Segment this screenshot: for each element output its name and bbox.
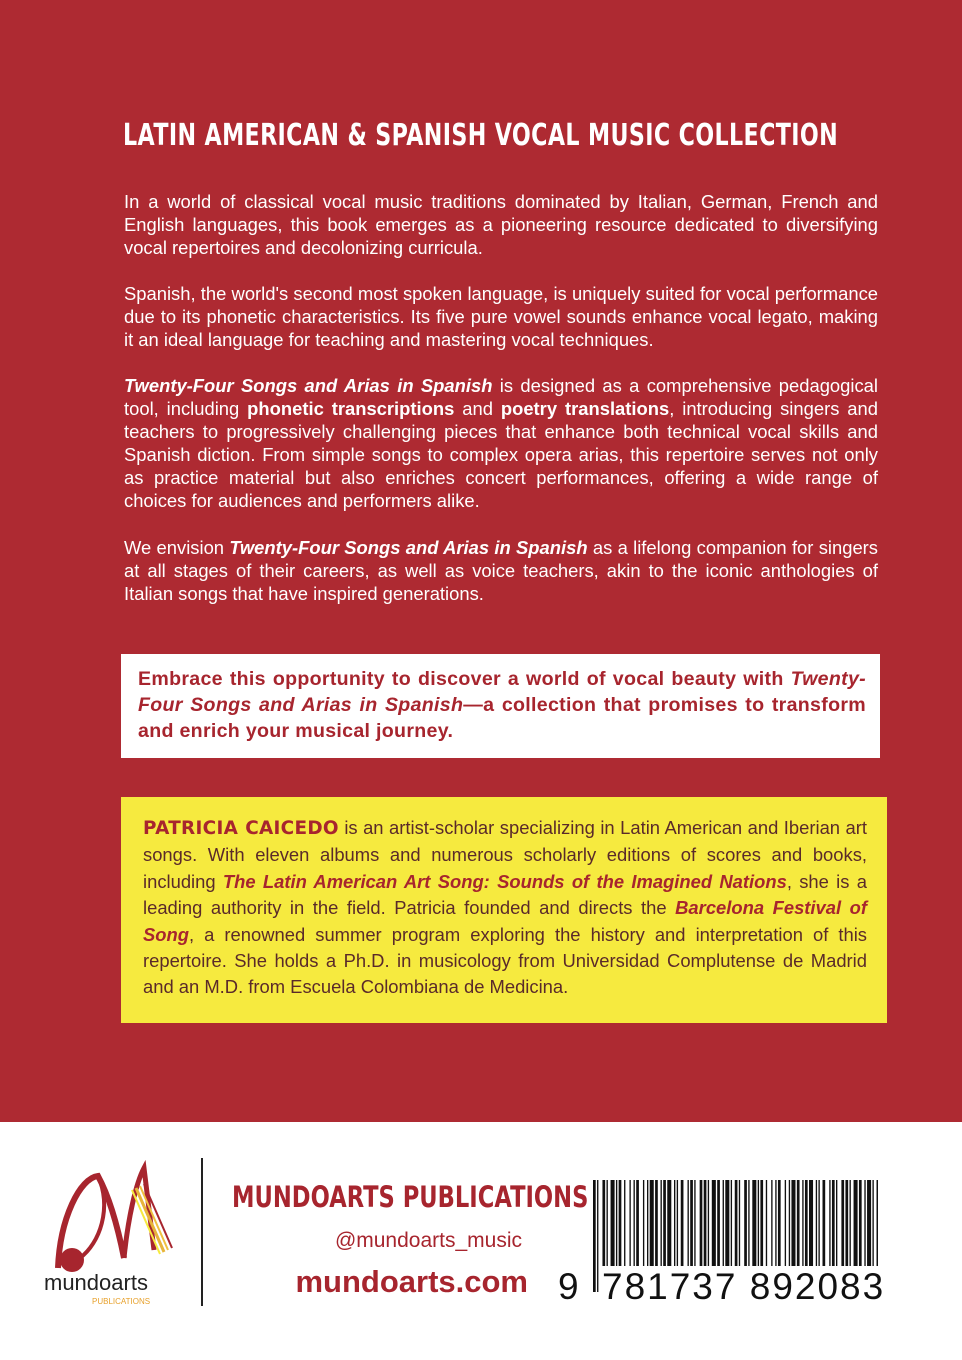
barcode-bar	[597, 1180, 598, 1292]
author-bio-box	[121, 797, 887, 1023]
callout-text	[138, 666, 866, 744]
text-run: Embrace this opportunity to discover a world of vocal beauty with	[138, 668, 791, 690]
book-title-ref: Twenty-Four Songs and Arias in Spanish	[229, 537, 588, 558]
text-run: We envision	[124, 537, 230, 558]
barcode-digits: 781737 892083	[602, 1266, 886, 1307]
author-name: PATRICIA CAICEDO	[143, 818, 339, 839]
text-run: , she is a leading authority in the field. Patricia founded and directs the	[143, 870, 867, 919]
text-run: —a collection that promises to transform and enrich your musical journey.	[138, 694, 866, 742]
logo-subtext: PUBLICATIONS	[92, 1297, 151, 1306]
poetry-term: poetry translations	[500, 398, 670, 419]
publisher-name: MUNDOARTS PUBLICATIONS	[232, 1180, 589, 1214]
page-title: LATIN AMERICAN & SPANISH VOCAL MUSIC COLLECTION	[123, 118, 839, 153]
intro-paragraph: In a world of classical vocal music traditions dominated by Italian, German, French and English languages, this book emerges as a pioneering resource dedicated to diversifying vocal repertoires and decolonizing curricula.	[124, 191, 878, 258]
text-run: is designed as a comprehensive pedagogical tool, including	[124, 375, 878, 419]
barcode-first-digit: 9	[558, 1266, 579, 1307]
text-run: , a renowned summer program exploring the history and interpretation of this repertoire. She holds a Ph.D. in musicology from Universidad Complutense de Madrid and an M.D. from Escuela Colombiana de Medicina.	[143, 923, 867, 998]
barcode-bar	[593, 1180, 596, 1292]
text-run: , introducing singers and teachers to progressively challenging pieces that enhance both technical vocal skills and Spanish diction. From simple songs to complex opera arias, this repertoire serves not only as practice material but also enriches concert performances, offering a wide range of choices for audiences and performers alike.	[124, 398, 878, 511]
phonetic-term: phonetic transcriptions	[247, 398, 455, 419]
text-run: is an artist-scholar specializing in Latin American and Iberian art songs. With eleven albums and numerous scholarly editions of scores and books, including	[143, 817, 867, 892]
logo-wordmark: mundoarts	[44, 1270, 148, 1295]
mundoarts-logo	[40, 1158, 175, 1308]
website: mundoarts.com	[295, 1264, 528, 1299]
design-paragraph	[124, 374, 878, 512]
author-bio	[143, 815, 867, 1001]
social-handle: @mundoarts_music	[334, 1229, 522, 1252]
divider	[201, 1158, 203, 1306]
text-run: as a lifelong companion for singers at all stages of their careers, as well as voice teachers, akin to the iconic anthologies of Italian songs that have inspired generations.	[124, 537, 878, 604]
isbn-barcode	[558, 1180, 886, 1310]
vision-paragraph	[124, 536, 878, 605]
festival-ref: Barcelona Festival of Song	[143, 897, 868, 945]
text-run: and	[454, 398, 501, 419]
book-title-ref: Twenty-Four Songs and Arias in Spanish	[138, 668, 866, 716]
book-title-ref: Twenty-Four Songs and Arias in Spanish	[124, 375, 493, 396]
callout-box	[121, 654, 880, 758]
spanish-paragraph: Spanish, the world's second most spoken language, is uniquely suited for vocal performance due to its phonetic characteristics. Its five pure vowel sounds enhance vocal legato, making it an ideal language for teaching and mastering vocal techniques.	[124, 283, 878, 350]
book-ref: The Latin American Art Song: Sounds of the Imagined Nations	[222, 870, 787, 892]
